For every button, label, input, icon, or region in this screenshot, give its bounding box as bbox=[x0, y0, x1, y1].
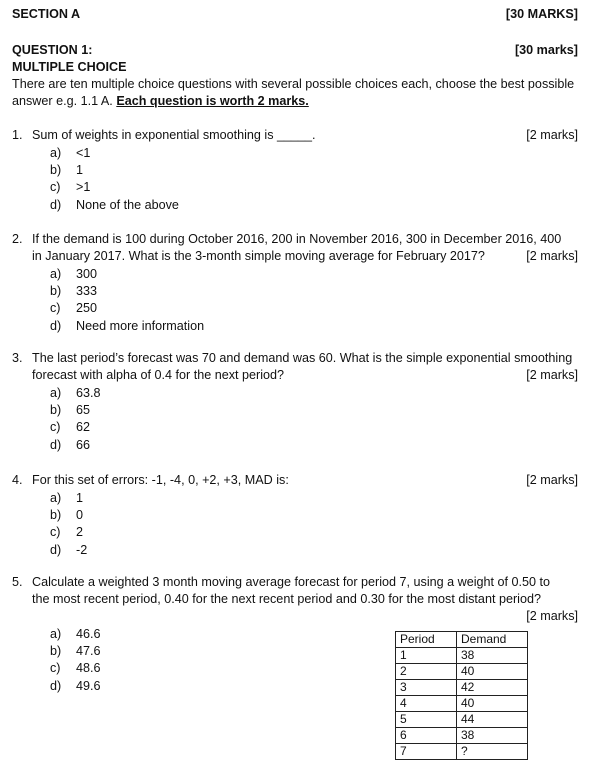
question-marks-label: [2 marks] bbox=[526, 249, 578, 263]
option-c[interactable]: c) 62 bbox=[50, 420, 91, 435]
options-list bbox=[50, 385, 101, 454]
table-cell-period: 1 bbox=[396, 648, 457, 664]
question-marks-label: [2 marks] bbox=[526, 473, 578, 487]
option-d[interactable]: d) None of the above bbox=[50, 197, 179, 212]
question-text-line: Calculate a weighted 3 month moving average forecast for period 7, using a weight of 0.50 to bbox=[32, 575, 551, 589]
option-d[interactable]: d) -2 bbox=[50, 542, 88, 557]
question-text bbox=[32, 472, 580, 489]
question-text bbox=[32, 350, 580, 384]
section-title: SECTION A bbox=[12, 7, 81, 21]
table-row bbox=[396, 744, 528, 760]
options-list bbox=[50, 490, 87, 559]
option-d[interactable]: d) Need more information bbox=[50, 318, 205, 333]
section-marks: [30 MARKS] bbox=[505, 7, 578, 21]
option-a[interactable]: a) <1 bbox=[50, 146, 91, 160]
option-b[interactable]: b) 0 bbox=[50, 508, 84, 523]
question-text bbox=[32, 574, 580, 608]
option-a[interactable]: a) 1 bbox=[50, 491, 84, 505]
option-d[interactable]: d) 49.6 bbox=[50, 678, 101, 693]
instructions-line-1: There are ten multiple choice questions with several possible choices each, choose the best possible bbox=[12, 77, 575, 91]
table-row bbox=[396, 696, 528, 712]
question-number: 4. bbox=[12, 473, 23, 487]
question-marks-label: [2 marks] bbox=[526, 128, 578, 142]
option-c[interactable]: c) >1 bbox=[50, 180, 91, 195]
question-subtitle: MULTIPLE CHOICE bbox=[12, 60, 127, 74]
question-text-line: For this set of errors: -1, -4, 0, +2, +3, MAD is: bbox=[32, 473, 289, 487]
question-text-line: forecast with alpha of 0.4 for the next period? bbox=[32, 368, 285, 382]
table-cell-demand: 38 bbox=[457, 728, 528, 744]
table-cell-period: 4 bbox=[396, 696, 457, 712]
table-header-period: Period bbox=[396, 632, 457, 648]
option-b[interactable]: b) 1 bbox=[50, 163, 84, 178]
option-a[interactable]: a) 300 bbox=[50, 267, 98, 281]
table-cell-period: 2 bbox=[396, 664, 457, 680]
option-c[interactable]: c) 250 bbox=[50, 301, 98, 316]
table-row bbox=[396, 712, 528, 728]
table-header-row bbox=[396, 632, 528, 648]
question-number: 3. bbox=[12, 351, 23, 365]
table-cell-demand: 38 bbox=[457, 648, 528, 664]
options-list bbox=[50, 266, 204, 335]
question-marks-label: [2 marks] bbox=[526, 609, 578, 623]
question-text bbox=[32, 231, 580, 265]
options-list bbox=[50, 626, 101, 695]
option-a[interactable]: a) 46.6 bbox=[50, 627, 101, 641]
instructions-emphasis: Each question is worth 2 marks. bbox=[116, 94, 309, 108]
table-cell-demand: 40 bbox=[457, 696, 528, 712]
instructions-line-2 bbox=[12, 93, 309, 110]
option-b[interactable]: b) 47.6 bbox=[50, 644, 101, 659]
table-cell-demand: 44 bbox=[457, 712, 528, 728]
question-title: QUESTION 1: bbox=[12, 43, 93, 57]
question-marks-label: [2 marks] bbox=[526, 368, 578, 382]
question-number: 2. bbox=[12, 232, 23, 246]
option-c[interactable]: c) 48.6 bbox=[50, 661, 101, 676]
option-d[interactable]: d) 66 bbox=[50, 437, 91, 452]
table-row bbox=[396, 680, 528, 696]
option-c[interactable]: c) 2 bbox=[50, 525, 84, 540]
question-text-line: the most recent period, 0.40 for the next recent period and 0.30 for the most distant period? bbox=[32, 592, 541, 606]
table-cell-period: 6 bbox=[396, 728, 457, 744]
instructions-prefix: answer e.g. 1.1 A. bbox=[12, 94, 117, 108]
question-text bbox=[32, 127, 580, 144]
question-text-line: The last period’s forecast was 70 and demand was 60. What is the simple exponential smoothing bbox=[32, 351, 573, 365]
question-number: 1. bbox=[12, 128, 23, 142]
question-marks: [30 marks] bbox=[514, 43, 578, 57]
table-cell-period: 7 bbox=[396, 744, 457, 760]
question-text-line: Sum of weights in exponential smoothing is _____. bbox=[32, 128, 316, 142]
question-text-line: If the demand is 100 during October 2016, 200 in November 2016, 300 in December 2016, 400 bbox=[32, 232, 562, 246]
table-row bbox=[396, 648, 528, 664]
table-cell-demand: ? bbox=[457, 744, 528, 760]
demand-table bbox=[395, 631, 528, 760]
question-number: 5. bbox=[12, 575, 23, 589]
table-row bbox=[396, 728, 528, 744]
table-cell-period: 5 bbox=[396, 712, 457, 728]
table-cell-demand: 42 bbox=[457, 680, 528, 696]
table-cell-period: 3 bbox=[396, 680, 457, 696]
table-header-demand: Demand bbox=[457, 632, 528, 648]
option-a[interactable]: a) 63.8 bbox=[50, 386, 101, 400]
table-row bbox=[396, 664, 528, 680]
table-cell-demand: 40 bbox=[457, 664, 528, 680]
option-b[interactable]: b) 65 bbox=[50, 403, 91, 418]
options-list bbox=[50, 145, 179, 214]
question-text-line: in January 2017. What is the 3-month simple moving average for February 2017? bbox=[32, 249, 485, 263]
option-b[interactable]: b) 333 bbox=[50, 284, 98, 299]
